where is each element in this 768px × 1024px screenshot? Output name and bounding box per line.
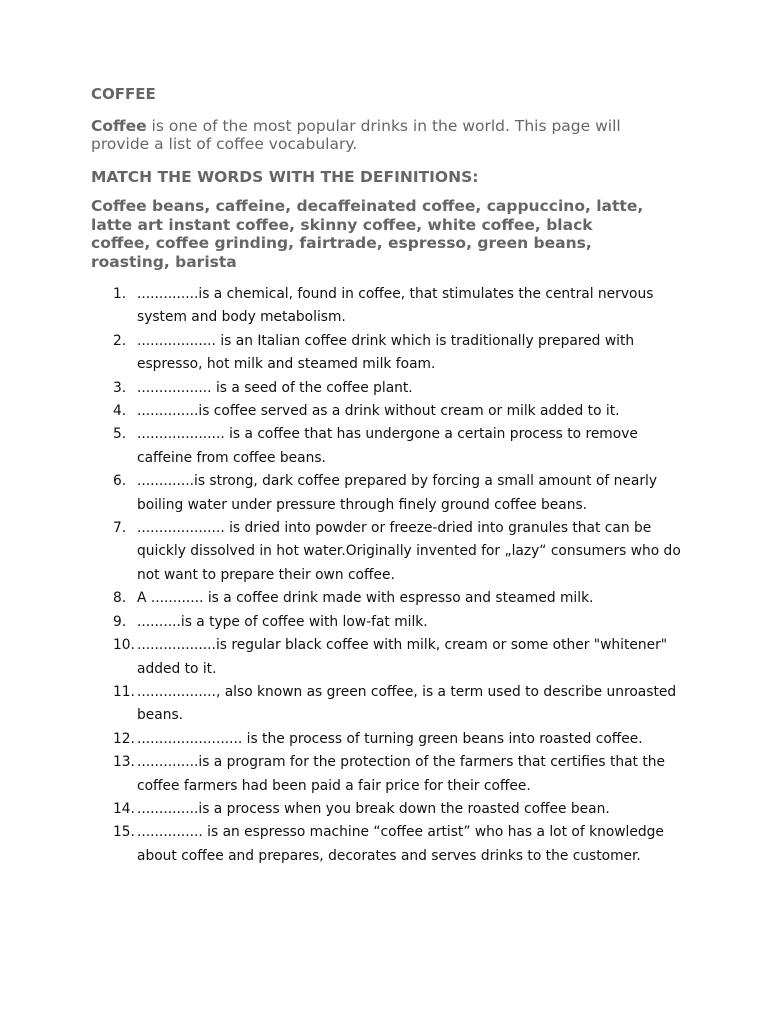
intro-text: is one of the most popular drinks in the world. This page will provide a list of coffee vocabulary. <box>91 117 621 153</box>
item-number: 2. <box>113 332 127 349</box>
item-number: 5. <box>113 426 127 443</box>
item-text: A ............ is a coffee drink made with espresso and steamed milk. <box>137 590 594 607</box>
item-text: ............... is an espresso machine “coffee artist” who has a lot of knowledge about coffee and prepares, decorates and serves drinks to the customer. <box>137 824 664 864</box>
item-text: ........................ is the process of turning green beans into roasted coffee. <box>137 730 643 747</box>
item-text: .................. is an Italian coffee drink which is traditionally prepared with espresso, hot milk and steamed milk foam. <box>137 332 635 373</box>
list-item <box>91 611 697 634</box>
item-number: 1. <box>113 286 127 302</box>
intro-paragraph <box>91 117 681 153</box>
worksheet-page <box>91 84 691 868</box>
list-item <box>91 634 697 681</box>
item-number: 7. <box>113 520 127 537</box>
item-text: ..............is a process when you break down the roasted coffee bean. <box>137 800 610 817</box>
item-text: .................... is dried into powder or freeze-dried into granules that can be quickly dissolved in hot water.Originally invented for „lazy“ consumers who do not want to prepare their own coffee. <box>137 520 681 583</box>
list-item <box>91 283 697 330</box>
item-text: ..................is regular black coffee with milk, cream or some other "whitener" added to it. <box>137 637 668 677</box>
item-number: 4. <box>113 403 127 420</box>
item-number: 6. <box>113 473 127 490</box>
item-text: ................. is a seed of the coffee plant. <box>137 379 413 396</box>
list-item <box>91 400 697 423</box>
list-item <box>91 517 697 587</box>
list-item <box>91 798 697 821</box>
intro-bold-word: Coffee <box>91 117 147 135</box>
page-title: COFFEE <box>91 85 156 103</box>
item-number: 14. <box>113 800 135 817</box>
item-number: 8. <box>113 590 127 607</box>
question-list <box>91 283 691 868</box>
exercise-heading: MATCH THE WORDS WITH THE DEFINITIONS: <box>91 168 479 186</box>
item-text: .................... is a coffee that has undergone a certain process to remove caffeine from coffee beans. <box>137 426 638 466</box>
item-text: ..........is a type of coffee with low-fat milk. <box>137 613 428 630</box>
item-text: ..............is coffee served as a drink without cream or milk added to it. <box>137 403 620 420</box>
item-number: 12. <box>113 730 135 747</box>
item-number: 13. <box>113 754 135 771</box>
list-item <box>91 330 697 377</box>
item-number: 10. <box>113 637 135 654</box>
list-item <box>91 728 697 751</box>
item-number: 9. <box>113 613 127 630</box>
item-number: 15. <box>113 824 135 841</box>
list-item <box>91 470 697 517</box>
list-item <box>91 587 697 610</box>
list-item <box>91 377 697 400</box>
item-number: 11. <box>113 683 135 700</box>
list-item <box>91 751 697 798</box>
word-bank: Coffee beans, caffeine, decaffeinated coffee, cappuccino, latte, latte art instant coffee, skinny coffee, white coffee, black coffee, coffee grinding, fairtrade, espresso, green beans, roasting, barista <box>91 197 644 271</box>
item-number: 3. <box>113 379 127 396</box>
list-item <box>91 423 697 470</box>
list-item <box>91 821 697 868</box>
item-text: ..............is a program for the protection of the farmers that certifies that the coffee farmers had been paid a fair price for their coffee. <box>137 754 665 794</box>
list-item <box>91 681 697 728</box>
item-text: ..............is a chemical, found in coffee, that stimulates the central nervous system and body metabolism. <box>137 286 654 326</box>
item-text: .................., also known as green coffee, is a term used to describe unroasted beans. <box>137 683 677 724</box>
item-text: .............is strong, dark coffee prepared by forcing a small amount of nearly boiling water under pressure through finely ground coffee beans. <box>137 473 658 513</box>
